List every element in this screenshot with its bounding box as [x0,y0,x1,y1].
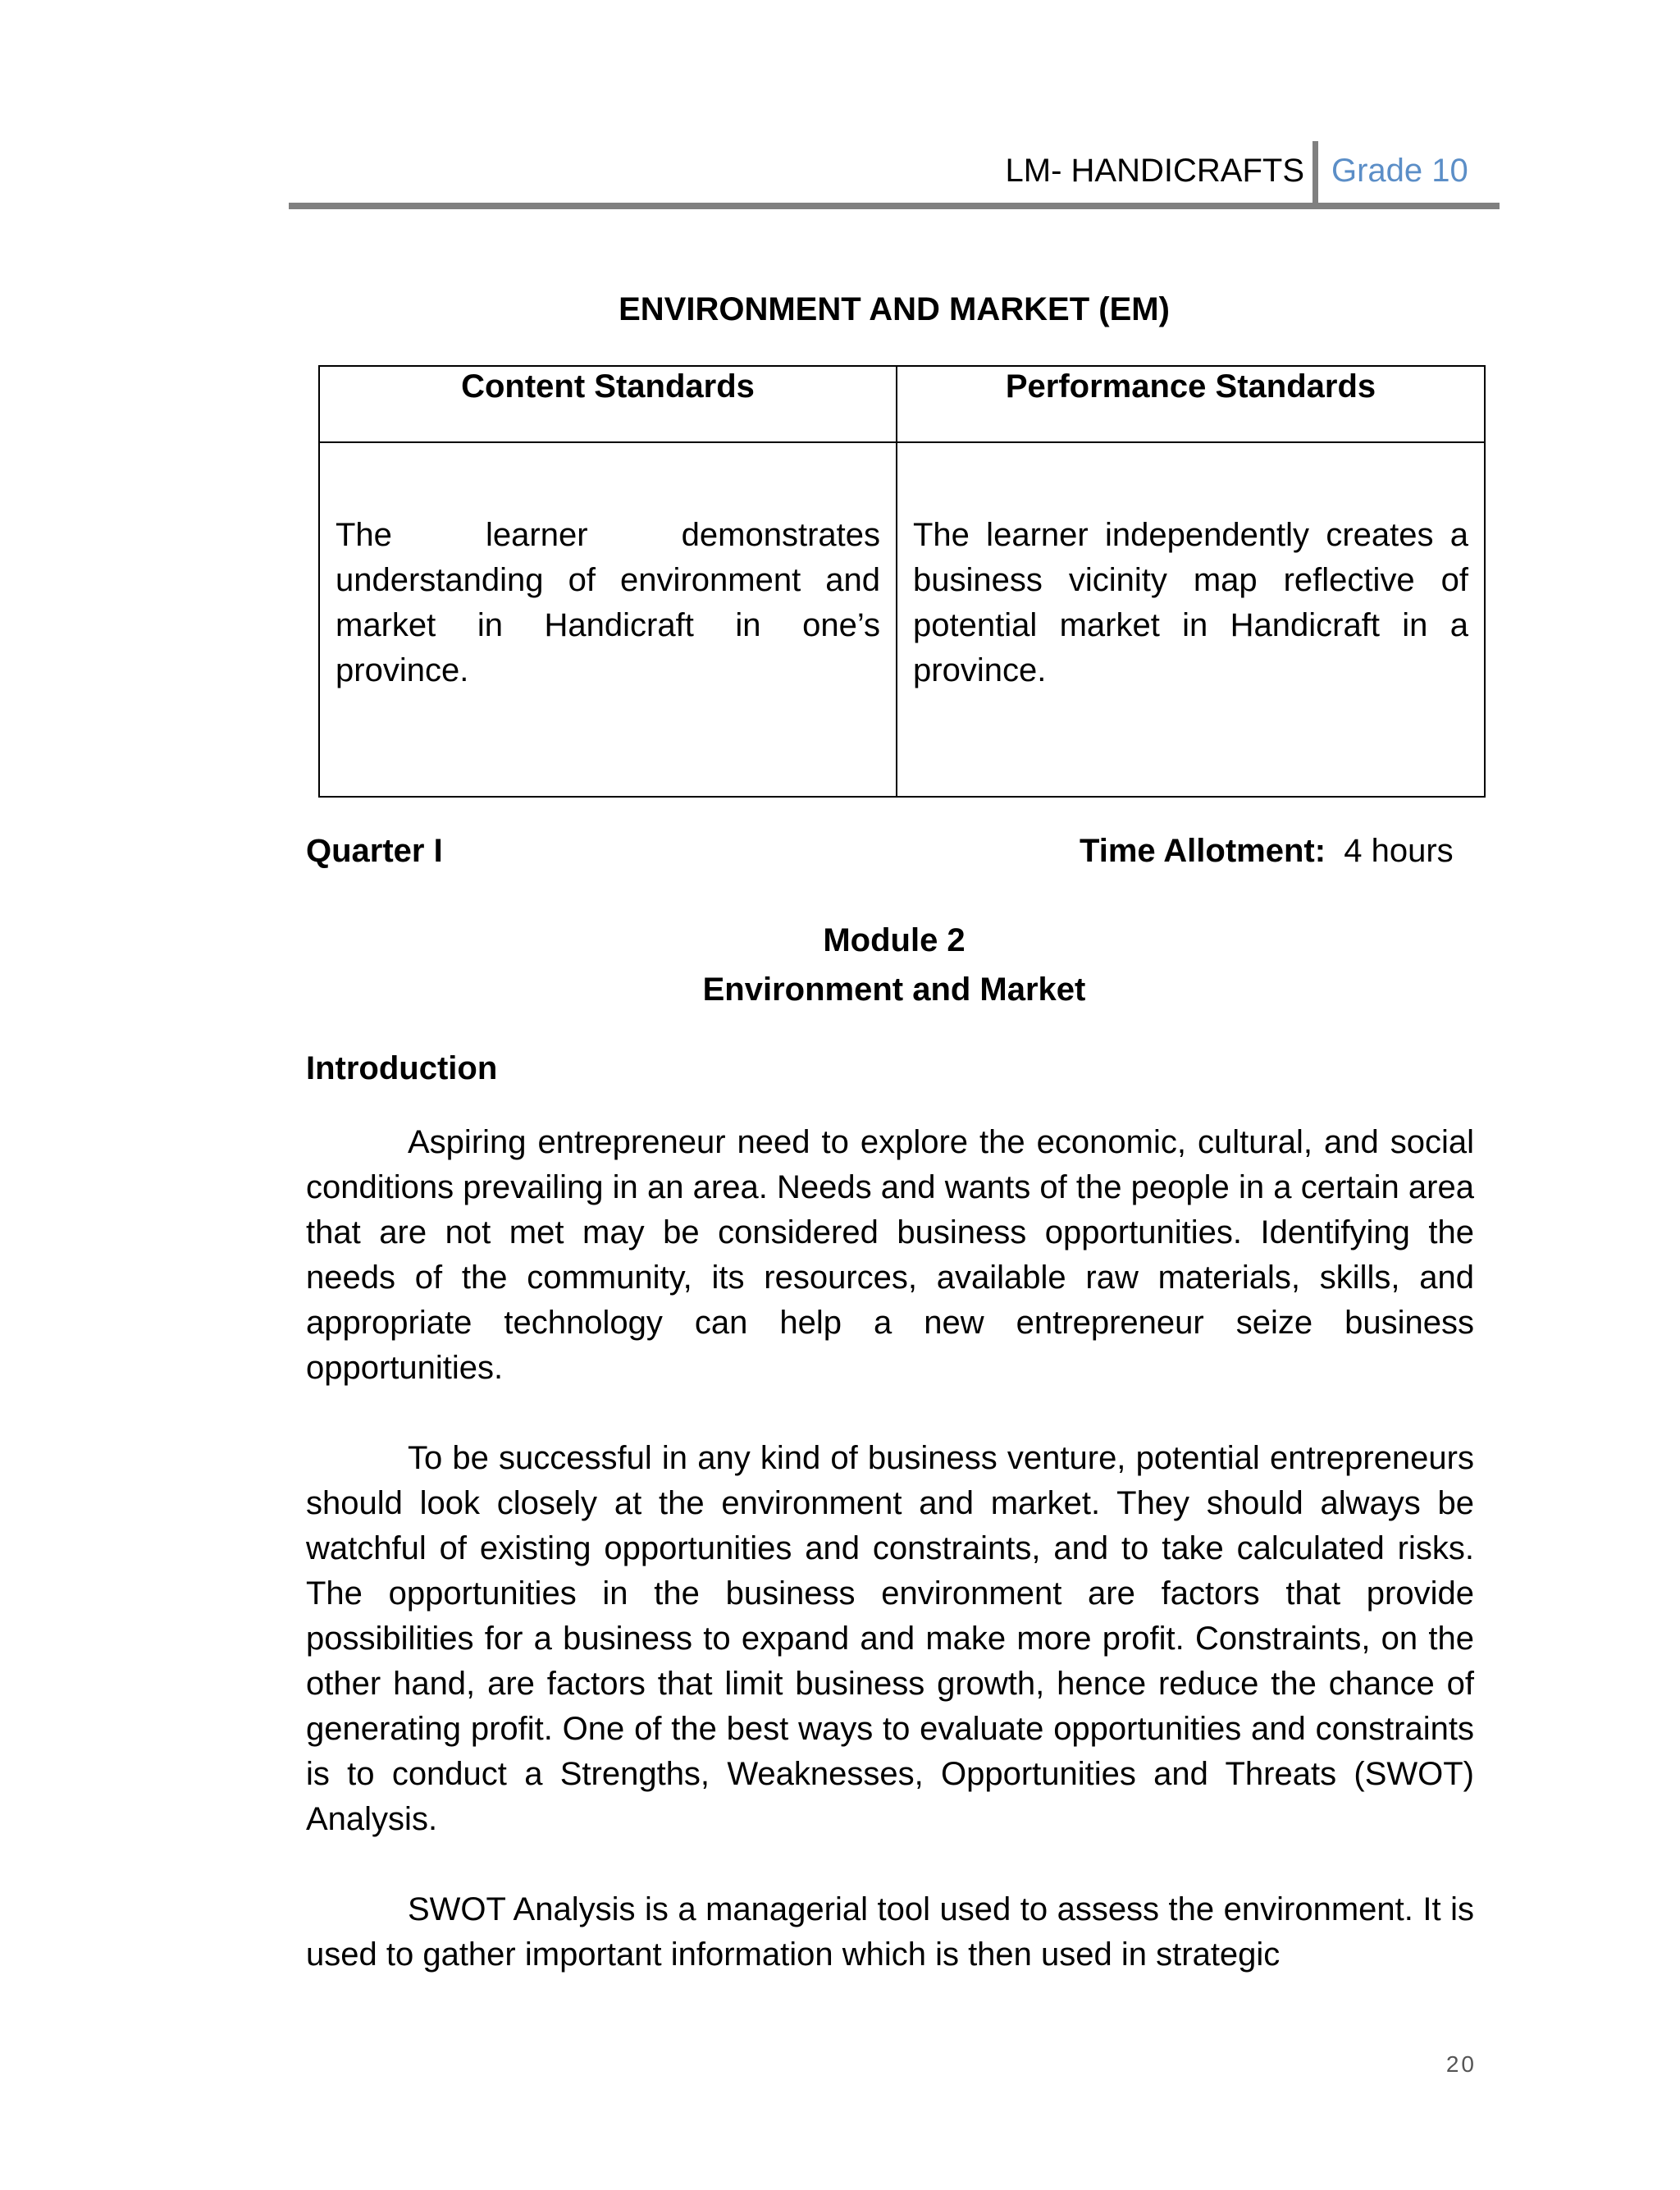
time-allotment [1080,829,1454,873]
header-divider [1312,141,1318,207]
intro-paragraph-3: SWOT Analysis is a managerial tool used to assess the environment. It is used to gather important information which is then used in strategic [306,1891,1474,1973]
table-header-row [319,366,1485,442]
introduction-heading: Introduction [306,1050,498,1086]
intro-paragraph-2: To be successful in any kind of business venture, potential entrepreneurs should look closely at the environment and market. They should always be watchful of existing opportunities and constraints, and to take calculated risks. The opportunities in the business environment are factors that provide possibilities for a business to expand and make more profit. Constraints, on the other hand, are factors that limit business growth, hence reduce the chance of generating profit. One of the best ways to evaluate opportunities and constraints is to conduct a Strengths, Weaknesses, Opportunities and Threats (SWOT) Analysis. [306,1440,1474,1837]
table-row [319,442,1485,797]
content-standards-header: Content Standards [319,366,897,442]
header-rule [289,203,1500,209]
header-title: LM- HANDICRAFTS [1005,153,1304,189]
page-number: 20 [1445,2051,1477,2077]
section-title: ENVIRONMENT AND MARKET (EM) [619,291,1170,327]
intro-paragraph-1: Aspiring entrepreneur need to explore the economic, cultural, and social conditions prevailing in an area. Needs and wants of the people in a certain area that are not met may be considered business opportunities. Identifying the needs of the community, its resources, available raw materials, skills, and appropriate technology can help a new entrepreneur seize business opportunities. [306,1124,1474,1386]
content-standard-cell: The learner demonstrates understanding of environment and market in Handicraft in one’s province. [319,442,897,797]
module-number: Module 2 [823,922,966,958]
quarter-label: Quarter I [306,833,443,869]
performance-standards-header: Performance Standards [897,366,1485,442]
time-allotment-label: Time Allotment: [1080,833,1326,869]
module-title: Environment and Market [702,972,1086,1008]
standards-table [318,365,1486,798]
header-grade: Grade 10 [1331,153,1468,189]
time-allotment-value: 4 hours [1344,833,1454,869]
performance-standard-cell: The learner independently creates a business vicinity map reflective of potential market in Handicraft in a province. [897,442,1485,797]
